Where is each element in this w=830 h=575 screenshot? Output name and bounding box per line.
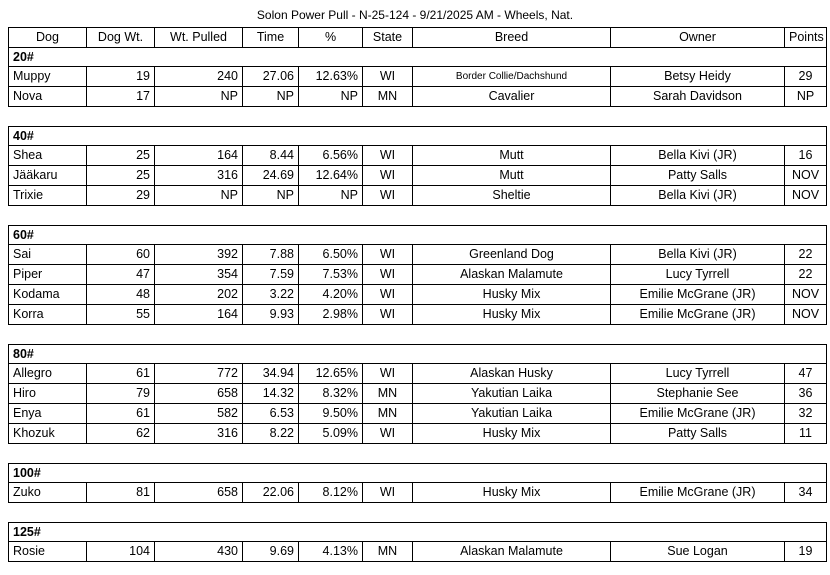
- points-cell: 19: [785, 542, 827, 562]
- percent-cell: 12.64%: [299, 166, 363, 186]
- col-header-weight-pulled: Wt. Pulled: [155, 28, 243, 48]
- dog-weight-cell: 25: [87, 146, 155, 166]
- col-header-time: Time: [243, 28, 299, 48]
- dog-weight-cell: 61: [87, 364, 155, 384]
- group-spacer: [9, 503, 827, 523]
- dog-weight-cell: 19: [87, 67, 155, 87]
- table-row: [9, 305, 827, 325]
- weight-class-row: [9, 345, 827, 364]
- table-row: [9, 87, 827, 107]
- col-header-breed: Breed: [413, 28, 611, 48]
- state-cell: WI: [363, 67, 413, 87]
- group-spacer: [9, 206, 827, 226]
- time-cell: 8.44: [243, 146, 299, 166]
- group-spacer: [9, 325, 827, 345]
- dog-weight-cell: 104: [87, 542, 155, 562]
- results-table: [8, 27, 827, 562]
- owner-cell: Lucy Tyrrell: [611, 364, 785, 384]
- percent-cell: NP: [299, 186, 363, 206]
- percent-cell: 6.56%: [299, 146, 363, 166]
- owner-cell: Emilie McGrane (JR): [611, 483, 785, 503]
- state-cell: WI: [363, 483, 413, 503]
- points-cell: 22: [785, 265, 827, 285]
- percent-cell: 5.09%: [299, 424, 363, 444]
- weight-pulled-cell: 240: [155, 67, 243, 87]
- breed-cell: Mutt: [413, 166, 611, 186]
- owner-cell: Betsy Heidy: [611, 67, 785, 87]
- points-cell: 22: [785, 245, 827, 265]
- percent-cell: 2.98%: [299, 305, 363, 325]
- dog-weight-cell: 81: [87, 483, 155, 503]
- state-cell: WI: [363, 265, 413, 285]
- owner-cell: Patty Salls: [611, 166, 785, 186]
- breed-cell: Sheltie: [413, 186, 611, 206]
- weight-pulled-cell: 164: [155, 305, 243, 325]
- weight-pulled-cell: 164: [155, 146, 243, 166]
- time-cell: 14.32: [243, 384, 299, 404]
- percent-cell: 12.65%: [299, 364, 363, 384]
- group-spacer: [9, 444, 827, 464]
- col-header-points: Points: [785, 28, 827, 48]
- dog-weight-cell: 47: [87, 265, 155, 285]
- weight-pulled-cell: 392: [155, 245, 243, 265]
- owner-cell: Stephanie See: [611, 384, 785, 404]
- breed-cell: Husky Mix: [413, 305, 611, 325]
- table-row: [9, 384, 827, 404]
- owner-cell: Bella Kivi (JR): [611, 186, 785, 206]
- points-cell: 47: [785, 364, 827, 384]
- percent-cell: 7.53%: [299, 265, 363, 285]
- col-header-dog-weight: Dog Wt.: [87, 28, 155, 48]
- state-cell: WI: [363, 166, 413, 186]
- table-row: [9, 245, 827, 265]
- owner-cell: Bella Kivi (JR): [611, 146, 785, 166]
- time-cell: 3.22: [243, 285, 299, 305]
- percent-cell: 8.32%: [299, 384, 363, 404]
- table-row: [9, 67, 827, 87]
- dog-name-cell: Nova: [9, 87, 87, 107]
- dog-name-cell: Muppy: [9, 67, 87, 87]
- table-row: [9, 404, 827, 424]
- weight-pulled-cell: 658: [155, 483, 243, 503]
- col-header-dog: Dog: [9, 28, 87, 48]
- weight-pulled-cell: 430: [155, 542, 243, 562]
- points-cell: 29: [785, 67, 827, 87]
- breed-cell: Husky Mix: [413, 285, 611, 305]
- time-cell: 7.59: [243, 265, 299, 285]
- table-row: [9, 424, 827, 444]
- table-row: [9, 146, 827, 166]
- dog-name-cell: Khozuk: [9, 424, 87, 444]
- percent-cell: 12.63%: [299, 67, 363, 87]
- time-cell: 27.06: [243, 67, 299, 87]
- dog-name-cell: Allegro: [9, 364, 87, 384]
- dog-name-cell: Jääkaru: [9, 166, 87, 186]
- owner-cell: Lucy Tyrrell: [611, 265, 785, 285]
- owner-cell: Bella Kivi (JR): [611, 245, 785, 265]
- state-cell: WI: [363, 364, 413, 384]
- owner-cell: Emilie McGrane (JR): [611, 285, 785, 305]
- weight-class-row: [9, 48, 827, 67]
- dog-weight-cell: 60: [87, 245, 155, 265]
- dog-name-cell: Rosie: [9, 542, 87, 562]
- time-cell: 24.69: [243, 166, 299, 186]
- points-cell: 32: [785, 404, 827, 424]
- table-row: [9, 364, 827, 384]
- table-row: [9, 483, 827, 503]
- table-row: [9, 285, 827, 305]
- breed-cell: Yakutian Laika: [413, 404, 611, 424]
- weight-class-label: 80#: [9, 345, 827, 364]
- time-cell: NP: [243, 87, 299, 107]
- percent-cell: 4.13%: [299, 542, 363, 562]
- group-spacer: [9, 107, 827, 127]
- weight-class-label: 125#: [9, 523, 827, 542]
- weight-pulled-cell: 658: [155, 384, 243, 404]
- dog-name-cell: Zuko: [9, 483, 87, 503]
- weight-pulled-cell: 772: [155, 364, 243, 384]
- dog-weight-cell: 61: [87, 404, 155, 424]
- breed-cell: Alaskan Malamute: [413, 542, 611, 562]
- points-cell: NOV: [785, 285, 827, 305]
- weight-class-label: 60#: [9, 226, 827, 245]
- col-header-state: State: [363, 28, 413, 48]
- dog-weight-cell: 29: [87, 186, 155, 206]
- dog-name-cell: Hiro: [9, 384, 87, 404]
- dog-weight-cell: 55: [87, 305, 155, 325]
- col-header-percent: %: [299, 28, 363, 48]
- state-cell: MN: [363, 87, 413, 107]
- time-cell: 22.06: [243, 483, 299, 503]
- weight-pulled-cell: 354: [155, 265, 243, 285]
- state-cell: WI: [363, 424, 413, 444]
- points-cell: NOV: [785, 166, 827, 186]
- dog-weight-cell: 62: [87, 424, 155, 444]
- dog-name-cell: Trixie: [9, 186, 87, 206]
- results-sheet: [8, 27, 826, 562]
- state-cell: WI: [363, 285, 413, 305]
- percent-cell: 9.50%: [299, 404, 363, 424]
- time-cell: 34.94: [243, 364, 299, 384]
- breed-cell: Border Collie/Dachshund: [413, 67, 611, 87]
- owner-cell: Sarah Davidson: [611, 87, 785, 107]
- state-cell: WI: [363, 186, 413, 206]
- dog-name-cell: Sai: [9, 245, 87, 265]
- state-cell: MN: [363, 384, 413, 404]
- percent-cell: 8.12%: [299, 483, 363, 503]
- weight-class-label: 20#: [9, 48, 827, 67]
- state-cell: MN: [363, 404, 413, 424]
- points-cell: NP: [785, 87, 827, 107]
- breed-cell: Yakutian Laika: [413, 384, 611, 404]
- time-cell: 7.88: [243, 245, 299, 265]
- breed-cell: Mutt: [413, 146, 611, 166]
- weight-pulled-cell: 202: [155, 285, 243, 305]
- table-row: [9, 542, 827, 562]
- state-cell: WI: [363, 305, 413, 325]
- weight-class-row: [9, 464, 827, 483]
- breed-cell: Alaskan Malamute: [413, 265, 611, 285]
- breed-cell: Cavalier: [413, 87, 611, 107]
- owner-cell: Emilie McGrane (JR): [611, 305, 785, 325]
- dog-weight-cell: 48: [87, 285, 155, 305]
- time-cell: 9.93: [243, 305, 299, 325]
- dog-weight-cell: 79: [87, 384, 155, 404]
- weight-pulled-cell: NP: [155, 87, 243, 107]
- points-cell: NOV: [785, 305, 827, 325]
- weight-class-row: [9, 127, 827, 146]
- dog-name-cell: Korra: [9, 305, 87, 325]
- points-cell: 36: [785, 384, 827, 404]
- state-cell: WI: [363, 146, 413, 166]
- dog-name-cell: Kodama: [9, 285, 87, 305]
- state-cell: MN: [363, 542, 413, 562]
- owner-cell: Patty Salls: [611, 424, 785, 444]
- col-header-owner: Owner: [611, 28, 785, 48]
- weight-pulled-cell: 316: [155, 424, 243, 444]
- sheet-title: Solon Power Pull - N-25-124 - 9/21/2025 AM - Wheels, Nat.: [256, 8, 574, 22]
- weight-class-label: 100#: [9, 464, 827, 483]
- weight-pulled-cell: 316: [155, 166, 243, 186]
- owner-cell: Emilie McGrane (JR): [611, 404, 785, 424]
- breed-cell: Husky Mix: [413, 483, 611, 503]
- breed-cell: Greenland Dog: [413, 245, 611, 265]
- dog-weight-cell: 17: [87, 87, 155, 107]
- weight-class-row: [9, 226, 827, 245]
- percent-cell: 6.50%: [299, 245, 363, 265]
- weight-class-row: [9, 523, 827, 542]
- dog-name-cell: Piper: [9, 265, 87, 285]
- weight-pulled-cell: NP: [155, 186, 243, 206]
- header-row: [9, 28, 827, 48]
- points-cell: 16: [785, 146, 827, 166]
- dog-name-cell: Enya: [9, 404, 87, 424]
- table-row: [9, 265, 827, 285]
- percent-cell: 4.20%: [299, 285, 363, 305]
- table-row: [9, 166, 827, 186]
- dog-name-cell: Shea: [9, 146, 87, 166]
- dog-weight-cell: 25: [87, 166, 155, 186]
- breed-cell: Husky Mix: [413, 424, 611, 444]
- time-cell: 9.69: [243, 542, 299, 562]
- points-cell: NOV: [785, 186, 827, 206]
- time-cell: NP: [243, 186, 299, 206]
- time-cell: 6.53: [243, 404, 299, 424]
- time-cell: 8.22: [243, 424, 299, 444]
- owner-cell: Sue Logan: [611, 542, 785, 562]
- percent-cell: NP: [299, 87, 363, 107]
- results-body: [9, 48, 827, 562]
- points-cell: 11: [785, 424, 827, 444]
- state-cell: WI: [363, 245, 413, 265]
- points-cell: 34: [785, 483, 827, 503]
- weight-pulled-cell: 582: [155, 404, 243, 424]
- weight-class-label: 40#: [9, 127, 827, 146]
- table-row: [9, 186, 827, 206]
- breed-cell: Alaskan Husky: [413, 364, 611, 384]
